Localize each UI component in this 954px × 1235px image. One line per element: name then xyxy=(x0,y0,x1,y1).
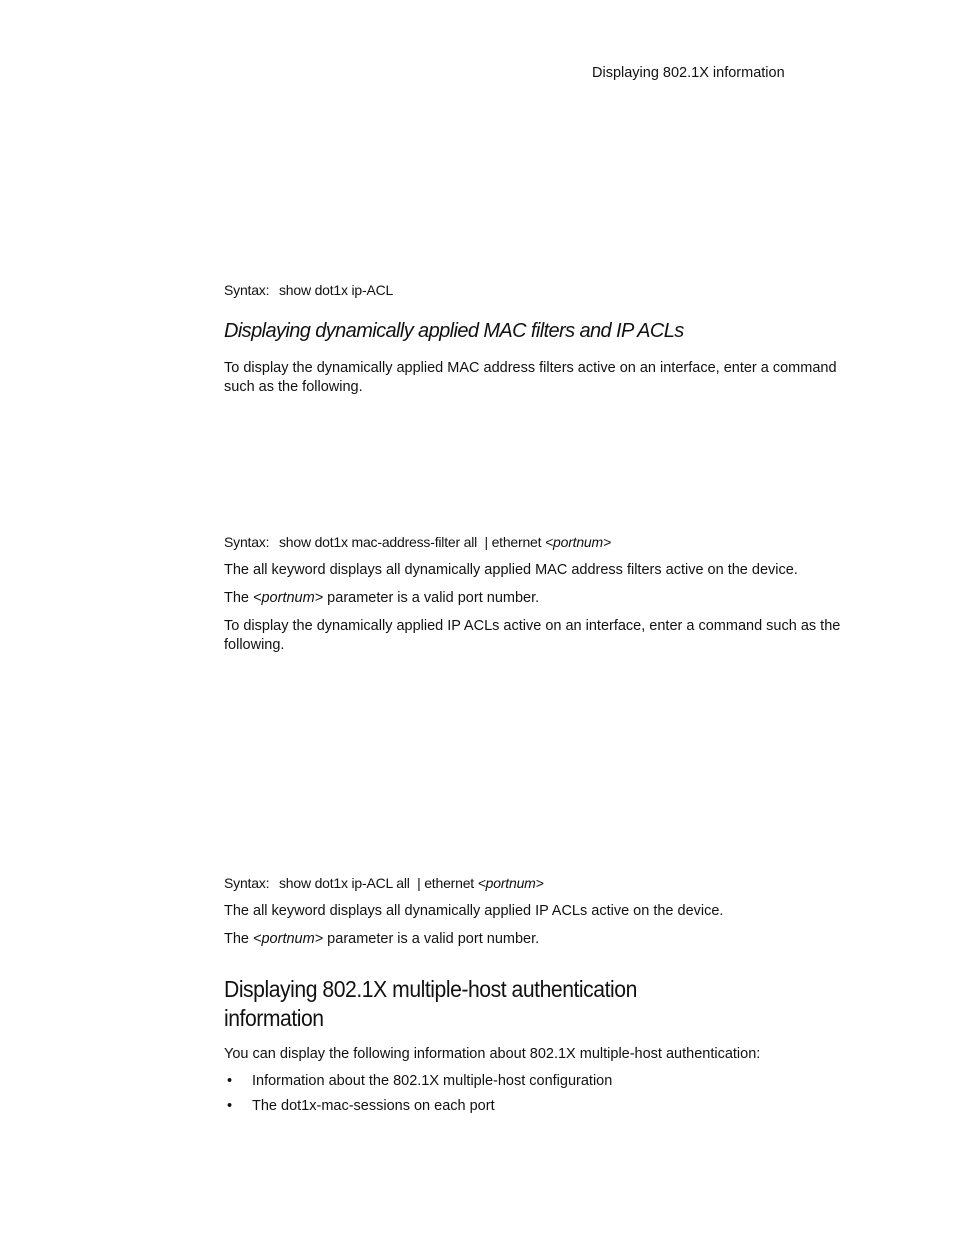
syntax-label: Syntax: xyxy=(224,875,270,891)
text-run: The xyxy=(224,562,254,578)
bullet-icon: • xyxy=(227,1098,233,1114)
syntax-line-ip-acl-all xyxy=(224,875,544,891)
syntax-line-ip-acl xyxy=(224,282,393,298)
list-item xyxy=(224,1098,495,1114)
intro-paragraph-ip-acls: To display the dynamically applied IP ACLs active on an interface, enter a command such as the following. xyxy=(224,618,841,653)
syntax-line-mac-filter xyxy=(224,534,611,550)
param-portnum: <portnum> xyxy=(253,931,324,947)
list-item-text: Information about the 802.1X multiple-host configuration xyxy=(252,1073,613,1089)
text-run: The xyxy=(224,931,254,947)
text-run: parameter is a valid port number. xyxy=(323,931,540,947)
text-run: The xyxy=(224,903,254,919)
keyword-all: all xyxy=(253,903,268,919)
keyword-all: all xyxy=(253,562,268,578)
param-portnum: <portnum> xyxy=(253,590,324,606)
syntax-command: show dot1x ip-ACL xyxy=(279,282,394,298)
running-header: Displaying 802.1X information xyxy=(592,65,785,81)
syntax-label: Syntax: xyxy=(224,282,270,298)
list-item-text: The dot1x-mac-sessions on each port xyxy=(252,1098,495,1114)
text-run: The xyxy=(224,590,254,606)
text-run: keyword displays all dynamically applied IP ACLs active on the device. xyxy=(267,903,724,919)
syntax-param: <portnum> xyxy=(545,534,611,550)
section-heading: Displaying 802.1X multiple-host authentication information xyxy=(224,976,637,1031)
list-item xyxy=(224,1073,612,1089)
syntax-separator: | ethernet xyxy=(484,534,542,550)
portnum-paragraph-ip xyxy=(224,930,864,949)
all-keyword-mac-paragraph xyxy=(224,561,864,580)
syntax-separator: | ethernet xyxy=(417,875,474,891)
subsection-heading: Displaying dynamically applied MAC filters and IP ACLs xyxy=(224,320,684,342)
syntax-label: Syntax: xyxy=(224,534,270,550)
intro-paragraph-mac-filters: To display the dynamically applied MAC address filters active on an interface, enter a command such as the following. xyxy=(224,360,837,395)
all-keyword-ip-paragraph xyxy=(224,902,864,921)
syntax-command: show dot1x mac-address-filter all xyxy=(279,534,478,550)
text-run: parameter is a valid port number. xyxy=(323,590,540,606)
bullet-icon: • xyxy=(227,1073,233,1089)
portnum-paragraph-mac xyxy=(224,589,864,608)
syntax-command: show dot1x ip-ACL all xyxy=(279,875,410,891)
syntax-param: <portnum> xyxy=(477,875,544,891)
multi-host-intro-paragraph: You can display the following information about 802.1X multiple-host authentication: xyxy=(224,1046,761,1062)
text-run: keyword displays all dynamically applied MAC address filters active on the device. xyxy=(267,562,798,578)
